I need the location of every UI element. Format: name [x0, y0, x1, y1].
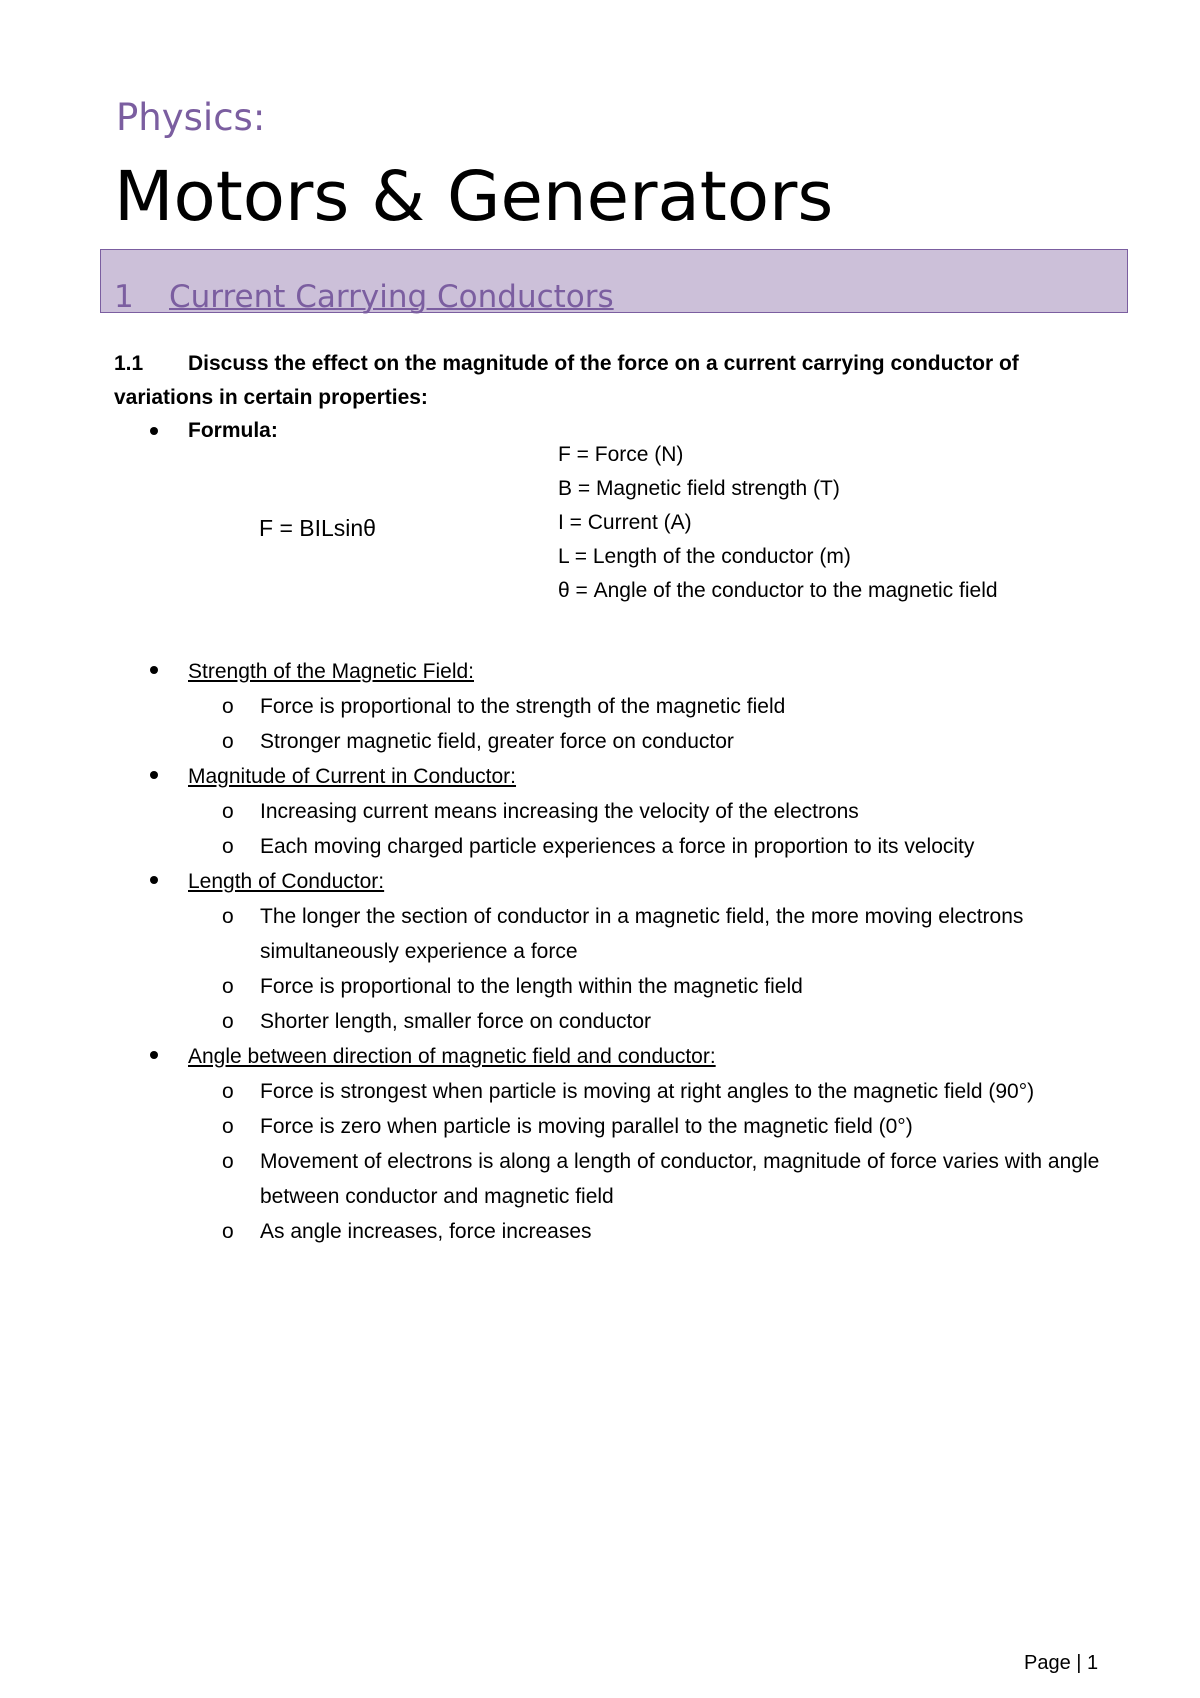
list-item: [150, 1039, 1150, 1074]
sub-list-item: [222, 1214, 1150, 1249]
list-item-heading: Angle between direction of magnetic field and conductor:: [188, 1045, 716, 1068]
bullet-dot: [150, 771, 158, 779]
document-subject: Physics:: [116, 96, 266, 139]
section-title: Current Carrying Conductors: [169, 279, 614, 315]
sub-list-text: As angle increases, force increases: [260, 1220, 592, 1243]
sub-list-item: [222, 899, 1150, 969]
list-item-heading: Strength of the Magnetic Field:: [188, 660, 474, 683]
sub-list-text: Shorter length, smaller force on conductor: [260, 1010, 652, 1033]
sub-bullet-circle: o: [222, 1080, 234, 1103]
sub-list-item: [222, 1074, 1150, 1109]
sub-bullet-circle: o: [222, 800, 234, 823]
legend-item: L = Length of the conductor (m): [558, 545, 851, 568]
sub-list-item: [222, 829, 1150, 864]
legend-item: B = Magnetic field strength (T): [558, 477, 840, 500]
sub-bullet-circle: o: [222, 1220, 234, 1243]
legend-item: F = Force (N): [558, 443, 684, 466]
sub-list-item: [222, 689, 1150, 724]
question-number: 1.1: [114, 352, 144, 375]
sub-list-text: Force is proportional to the strength of the magnetic field: [260, 695, 786, 718]
sub-list-text: Force is strongest when particle is moving at right angles to the magnetic field (90°): [260, 1080, 1035, 1103]
sub-bullet-circle: o: [222, 1150, 234, 1173]
formula-legend: [558, 438, 998, 608]
bullet-dot: [150, 427, 158, 435]
formula-equation: F = BILsinθ: [259, 515, 376, 541]
bullet-dot: [150, 876, 158, 884]
sub-list-item: [222, 969, 1150, 1004]
list-item-heading: Magnitude of Current in Conductor:: [188, 765, 517, 788]
question-text: Discuss the effect on the magnitude of the force on a current carrying conductor of variations in certain properties:: [114, 352, 1019, 409]
sub-list-text: Increasing current means increasing the velocity of the electrons: [260, 800, 859, 823]
sub-list-item: [222, 724, 1150, 759]
list-item: [150, 654, 1150, 689]
section-heading: [114, 280, 614, 314]
sub-list-item: [222, 1109, 1150, 1144]
bullet-dot: [150, 666, 158, 674]
section-number: 1: [114, 279, 134, 315]
property-list: [150, 654, 1150, 1249]
sub-list-item: [222, 794, 1150, 829]
sub-list-text: Each moving charged particle experiences a force in proportion to its velocity: [260, 835, 975, 858]
sub-list-text: The longer the section of conductor in a magnetic field, the more moving electrons simultaneously experience a force: [260, 905, 1024, 963]
sub-bullet-circle: o: [222, 905, 234, 928]
sub-list-text: Force is proportional to the length within the magnetic field: [260, 975, 803, 998]
sub-list-text: Force is zero when particle is moving parallel to the magnetic field (0°): [260, 1115, 913, 1138]
list-item-heading: Length of Conductor:: [188, 870, 385, 893]
sub-list-item: [222, 1144, 1150, 1214]
list-item: [150, 759, 1150, 794]
sub-bullet-circle: o: [222, 695, 234, 718]
list-item: [150, 864, 1150, 899]
sub-list-text: Stronger magnetic field, greater force on conductor: [260, 730, 734, 753]
sub-bullet-circle: o: [222, 730, 234, 753]
formula-label: Formula:: [188, 419, 278, 442]
sub-bullet-circle: o: [222, 1010, 234, 1033]
bullet-dot: [150, 1051, 158, 1059]
sub-bullet-circle: o: [222, 975, 234, 998]
page-number-footer: Page | 1: [1024, 1652, 1099, 1674]
sub-bullet-circle: o: [222, 835, 234, 858]
legend-item: θ = Angle of the conductor to the magnetic field: [558, 579, 998, 602]
question-heading: [114, 347, 1094, 415]
sub-list-text: Movement of electrons is along a length of conductor, magnitude of force varies with angle between conductor and magnetic field: [260, 1150, 1100, 1208]
sub-bullet-circle: o: [222, 1115, 234, 1138]
document-title: Motors & Generators: [114, 157, 834, 237]
legend-item: I = Current (A): [558, 511, 692, 534]
sub-list-item: [222, 1004, 1150, 1039]
